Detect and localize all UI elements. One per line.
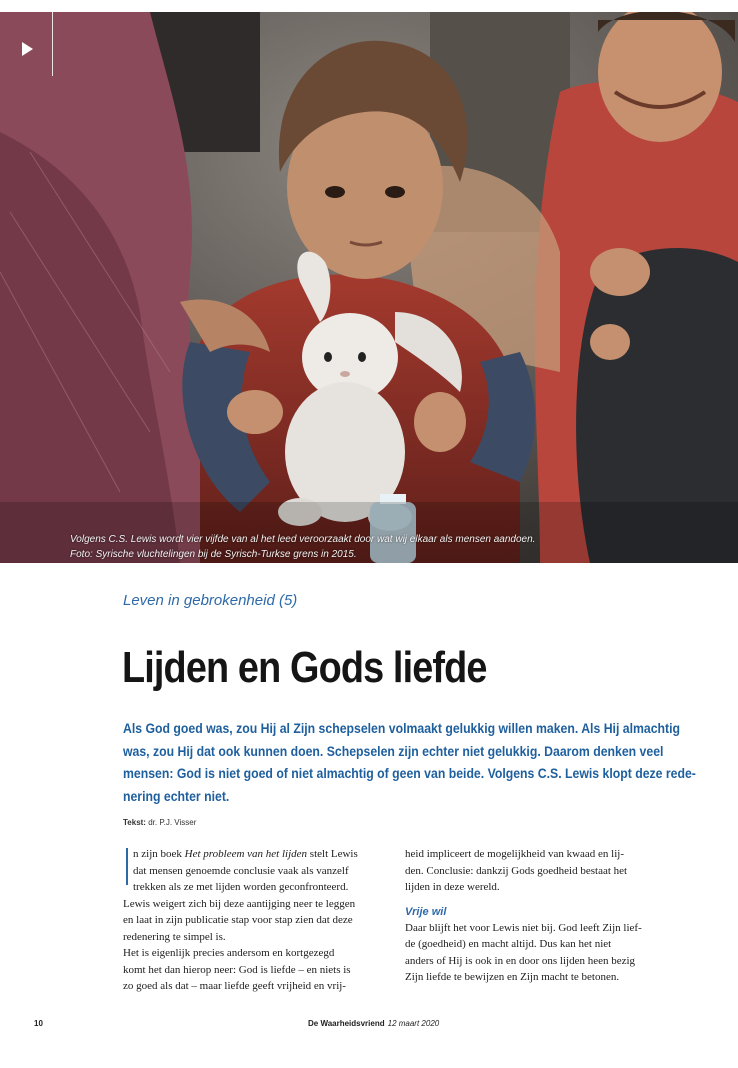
body-column-left <box>123 846 393 995</box>
article-photo <box>0 12 738 563</box>
page-number: 10 <box>34 1019 43 1028</box>
byline-label: Tekst: <box>123 818 146 827</box>
body-line: Het is eigenlijk precies andersom en kortgezegd <box>123 947 335 959</box>
photo-caption <box>70 532 670 562</box>
body-line: de (goedheid) en macht altijd. Dus kan het niet <box>405 938 612 950</box>
body-line: Lewis weigert zich bij deze aantijging neer te leggen <box>123 897 356 910</box>
article-intro <box>123 717 696 807</box>
book-title: Het probleem van het lijden <box>184 848 308 860</box>
body-line: zo goed als dat – maar liefde geeft vrijheid en vrij- <box>123 980 346 992</box>
byline <box>123 818 196 827</box>
footer-publication <box>308 1019 439 1028</box>
body-line: Daar blijft het voor Lewis niet bij. God leeft Zijn lief- <box>405 921 642 934</box>
photo-guide-line <box>52 12 53 76</box>
body-line: komt het dan hierop neer: God is liefde – en niets is <box>123 963 351 976</box>
body-line: dat mensen genoemde conclusie vaak als vanzelf <box>133 864 349 877</box>
body-line: redenering te simpel is. <box>123 930 226 943</box>
caption-line: Volgens C.S. Lewis wordt vier vijfde van al het leed veroorzaakt door wat wij elkaar als mensen aandoen. <box>70 534 536 545</box>
body-column-right <box>405 846 675 986</box>
body-text: stelt Lewis <box>307 848 358 860</box>
body-line: lijden in deze wereld. <box>405 881 500 893</box>
body-line: trekken als ze met lijden worden geconfronteerd. <box>133 881 349 893</box>
section-subheading: Vrije wil <box>405 905 447 918</box>
intro-line: Als God goed was, zou Hij al Zijn schepselen volmaakt gelukkig willen maken. Als Hij almachtig <box>123 720 681 736</box>
issue-date: 12 maart 2020 <box>387 1019 440 1028</box>
play-icon[interactable] <box>22 42 33 56</box>
byline-author: dr. P.J. Visser <box>148 818 197 827</box>
body-line: anders of Hij is ook in en door ons lijden heen bezig <box>405 954 636 967</box>
intro-line: mensen: God is niet goed of niet almachtig of geen van beide. Volgens C.S. Lewis klopt deze rede- <box>123 765 696 781</box>
body-line <box>123 846 393 863</box>
body-line: Zijn liefde te bewijzen en Zijn macht te betonen. <box>405 971 620 983</box>
caption-line: Foto: Syrische vluchtelingen bij de Syrisch-Turkse grens in 2015. <box>70 549 357 560</box>
photo-illustration <box>0 12 738 563</box>
intro-line: nering echter niet. <box>123 787 230 804</box>
series-title: Leven in gebrokenheid (5) <box>123 592 298 609</box>
body-line: en laat in zijn publicatie stap voor stap zien dat deze <box>123 914 353 926</box>
body-line: den. Conclusie: dankzij Gods goedheid bestaat het <box>405 864 628 877</box>
magazine-name: De Waarheidsvriend <box>308 1019 385 1028</box>
body-line: heid impliceert de mogelijkheid van kwaad en lij- <box>405 848 625 860</box>
body-text: n zijn boek <box>133 848 185 860</box>
intro-line: was, zou Hij dat ook kunnen doen. Schepselen zijn echter niet gelukkig. Daarom denken veel <box>123 742 664 759</box>
article-title: Lijden en Gods liefde <box>122 643 487 692</box>
